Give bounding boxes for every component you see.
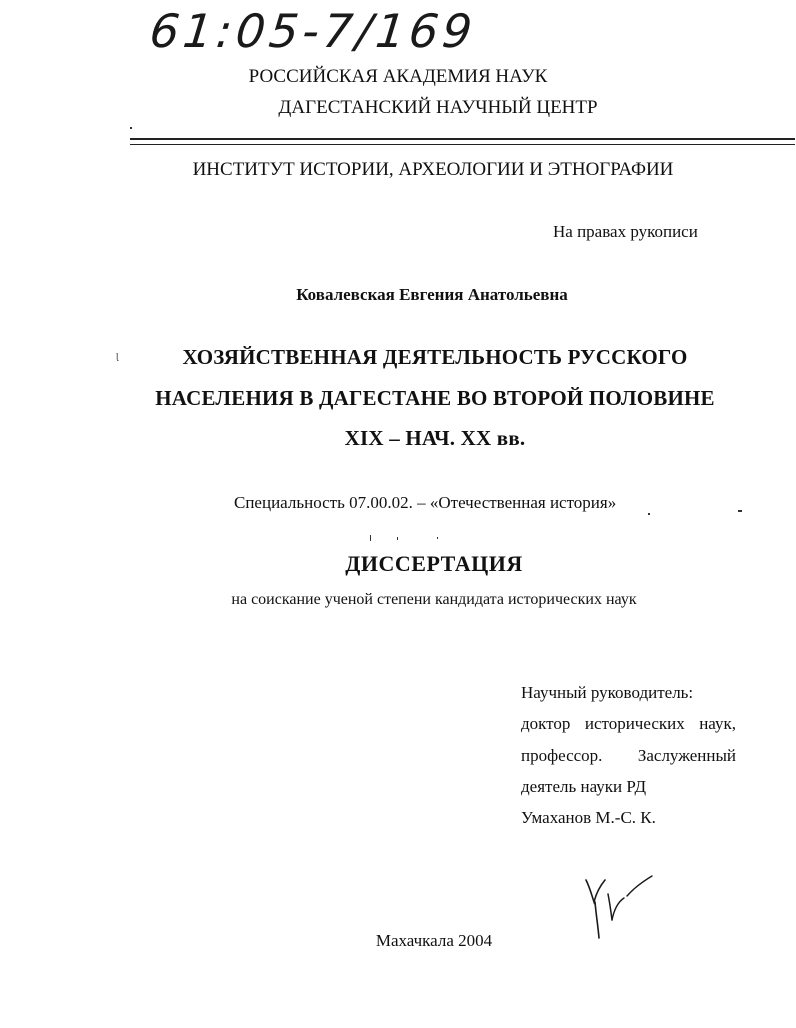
manuscript-note: На правах рукописи	[553, 222, 698, 241]
supervisor-rank: профессор. Заслуженный	[521, 745, 736, 765]
archive-code-handwritten: 61:05-7/169	[147, 4, 479, 58]
supervisor-degree: доктор исторических наук,	[521, 714, 736, 734]
scan-speck	[397, 537, 398, 540]
supervisor-honor: деятель науки РД	[521, 776, 647, 796]
header-rule-top	[130, 138, 795, 140]
scan-mark: ᶩ	[116, 352, 119, 367]
supervisor-label: Научный руководитель:	[521, 683, 694, 702]
institute-name: ИНСТИТУТ ИСТОРИИ, АРХЕОЛОГИИ И ЭТНОГРАФИИ	[192, 159, 674, 180]
research-center-name: ДАГЕСТАНСКИЙ НАУЧНЫЙ ЦЕНТР	[278, 97, 598, 118]
work-type: ДИССЕРТАЦИЯ	[345, 551, 523, 576]
scan-speck	[130, 127, 132, 129]
degree-sought: на соискание ученой степени кандидата исторических наук	[231, 591, 637, 608]
supervisor-block	[521, 677, 736, 833]
scan-speck	[648, 513, 650, 515]
specialty: Специальность 07.00.02. – «Отечественная история»	[234, 493, 617, 512]
header-rule-bottom	[130, 144, 795, 145]
title-line-2: НАСЕЛЕНИЯ В ДАГЕСТАНЕ ВО ВТОРОЙ ПОЛОВИНЕ	[155, 386, 715, 410]
scan-speck	[370, 535, 371, 541]
supervisor-name: Умаханов М.-С. К.	[521, 808, 656, 828]
title-line-1: ХОЗЯЙСТВЕННАЯ ДЕЯТЕЛЬНОСТЬ РУССКОГО	[182, 345, 688, 369]
title-line-3: XIX – НАЧ. XX вв.	[344, 426, 526, 450]
scan-speck	[738, 510, 742, 512]
city-year: Махачкала 2004	[375, 931, 493, 950]
scan-speck	[437, 537, 438, 539]
academy-name: РОССИЙСКАЯ АКАДЕМИЯ НАУК	[248, 66, 548, 87]
author-name: Ковалевская Евгения Анатольевна	[296, 285, 568, 304]
